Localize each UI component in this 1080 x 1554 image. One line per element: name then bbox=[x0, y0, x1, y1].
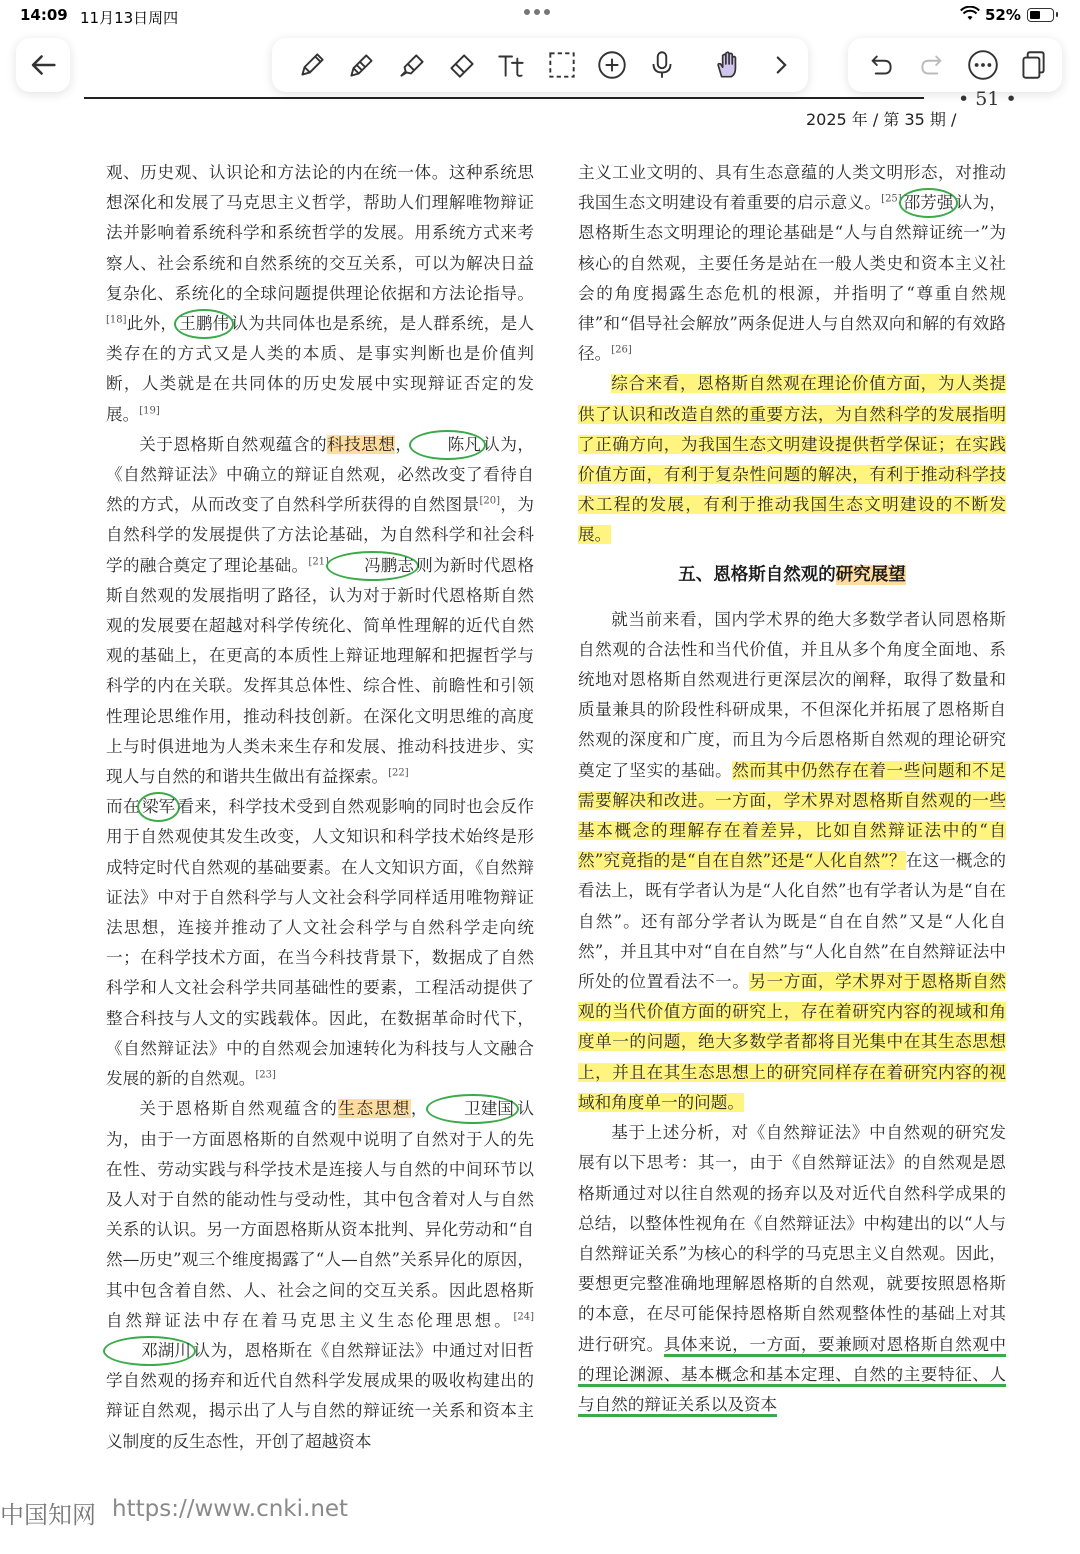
citation: [25] bbox=[881, 193, 902, 205]
more-icon[interactable] bbox=[965, 47, 1001, 83]
battery-percent: 52% bbox=[985, 6, 1021, 24]
actions-pill bbox=[848, 38, 1062, 92]
paragraph: 就当前来看，国内学术界的绝大多数学者认同恩格斯自然观的合法性和当代价值，并且从多个角度全面地、系统地对恩格斯自然观进行更深层次的阐释，取得了数量和质量兼具的阶段性科研成果，不但深化并拓展了恩格斯自然观的深度和广度，而且为今后恩格斯自然观的理论研究奠定了坚实的基础。然而其中仍然存在着一些问题和不足需要解决和改进。一方面，学术界对恩格斯自然观的一些基本概念的理解存在着差异，比如自然辩证法中的“自然”究竟指的是“自在自然”还是“人化自然”？在这一概念的看法上，既有学者认为是“人化自然”也有学者认为是“自在自然”。还有部分学者认为既是“自在自然”又是“人化自然”，并且其中对“自在自然”与“人化自然”在自然辩证法中所处的位置看法不一。另一方面，学术界对于恩格斯自然观的当代价值方面的研究上，存在着研究内容的视域和角度单一的问题，绝大多数学者都将目光集中在其生态思想上，并且在其生态思想上的研究同样存在着研究内容的视域和角度单一的问题。 bbox=[578, 609, 1007, 1112]
paragraph: 主义工业文明的、具有生态意蕴的人类文明形态，对推动我国生态文明建设有着重要的启示意义。[25] 邵芳强 认为，恩格斯生态文明理论的理论基础是“人与自然辩证统一”为核心的自然观，主要任务是站在一般人类史和资本主义社会的角度揭露生态危机的根源，并指明了“尊重自然规律”和“倡导社会解放”两条促进人与自然双向和解的有效路径。[26] bbox=[578, 163, 1007, 364]
microphone-icon[interactable] bbox=[644, 47, 680, 83]
cnki-logo: 中国知网 bbox=[0, 1501, 96, 1529]
pen-icon[interactable] bbox=[294, 47, 330, 83]
paragraph: 基于上述分析，对《自然辩证法》中自然观的研究发展有以下思考：其一，由于《自然辩证法》的自然观是恩格斯通过对以往自然观的扬弃以及对近代自然科学成果的总结，以整体性视角在《自然辩证法》中构建出的以“人与自然辩证关系”为核心的科学的马克思主义自然观。因此，要想更完整准确地理解恩格斯的自然观，就要按照恩格斯的本意，在尽可能保持恩格斯自然观整体性的基础上对其进行研究。具体来说，一方面，要兼顾对恩格斯自然观中的理论渊源、基本概念和基本定理、自然的主要特征、人与自然的辩证关系以及资本 bbox=[578, 1118, 1006, 1420]
circled-name: 冯鹏志 bbox=[326, 551, 419, 581]
paragraph: 关于恩格斯自然观蕴含的生态思想， 卫建国 认为，由于一方面恩格斯的自然观中说明了自然对于人的先在性、劳动实践与科学技术是连接人与自然的中间环节以及人对于自然的能动性与受动性，其中包含着对人与自然关系的认识。另一方面恩格斯从资本批判、异化劳动和“自然—历史”观三个维度揭露了“人—自然”关系异化的原因，其中包含着自然、人、社会之间的交互关系。因此恩格斯自然辩证法中存在着马克思主义生态伦理思想。[24]邓湖川 认为，恩格斯在《自然辩证法》中通过对旧哲学自然观的扬弃和近代自然科学发展成果的吸收构建出的辩证自然观，揭示出了人与自然的辩证统一关系和资本主义制度的反生态性，开创了超越资本 bbox=[106, 1094, 534, 1456]
back-icon[interactable] bbox=[25, 47, 61, 83]
circled-name: 卫建国 bbox=[426, 1094, 519, 1124]
circled-name: 邵芳强 bbox=[899, 188, 959, 218]
back-pill bbox=[16, 38, 70, 92]
citation: [21] bbox=[308, 556, 329, 568]
underline-annotation: 具体来说，一方面，要兼顾对恩格斯自然观中的理论渊源、基本概念和基本定理、自然的主要特征、人与自然的辩证关系以及资本 bbox=[578, 1335, 1006, 1417]
battery-icon bbox=[1027, 8, 1054, 22]
paragraph: 而在 梁军 看来，科学技术受到自然观影响的同时也会反作用于自然观使其发生改变，人文知识和科学技术始终是形成特定时代自然观的基础要素。在人文知识方面，《自然辩证法》中对于自然科学与人文社会科学同样适用唯物辩证法思想，连接并推动了人文社会科学与自然科学走向统一；在科学技术方面，在当今科技背景下，数据成了自然科学和人文社会科学共同基础性的要素，工程活动提供了整合科技与人文的实践载体。因此，在数据革命时代下，《自然辩证法》中的自然观会加速转化为科技与人文融合发展的新的自然观。[23] bbox=[106, 792, 534, 1094]
redo-icon[interactable] bbox=[915, 47, 951, 83]
page-number: • 51 • bbox=[958, 88, 1017, 110]
section-heading: 五、恩格斯自然观的研究展望 bbox=[678, 564, 906, 585]
paragraph: 观、历史观、认识论和方法论的内在统一体。这种系统思想深化和发展了马克思主义哲学，帮助人们理解唯物辩证法并影响着系统科学和系统哲学的发展。用系统方式来考察人、社会系统和自然系统的交互关系，可以为解决日益复杂化、系统化的全球问题提供理论依据和方法论指导。[18]此外， 王鹏伟 认为共同体也是系统，是人群系统，是人类存在的方式又是人类的本质、是事实判断也是价值判断，人类就是在共同体的历史发展中实现辩证否定的发展。[19] bbox=[106, 163, 535, 424]
citation: [23] bbox=[255, 1069, 276, 1081]
tools-pill bbox=[272, 38, 808, 92]
highlight: 然而其中仍然存在着一些问题和不足需要解决和改进。一方面，学术界对恩格斯自然观的一些基本概念的理解存在着差异，比如自然辩证法中的“自然”究竟指的是“自在自然”还是“人化自然”？ bbox=[578, 760, 1007, 871]
pages-icon[interactable] bbox=[1015, 47, 1051, 83]
header-rule bbox=[84, 97, 924, 99]
citation: [20] bbox=[479, 495, 501, 507]
cnki-url[interactable]: https://www.cnki.net bbox=[112, 1496, 349, 1522]
circled-name: 邓湖川 bbox=[103, 1336, 196, 1366]
circled-name: 陈凡 bbox=[409, 430, 485, 460]
citation: [26] bbox=[611, 344, 632, 356]
wifi-icon bbox=[960, 6, 980, 22]
add-icon[interactable] bbox=[594, 47, 630, 83]
pencil-icon[interactable] bbox=[344, 47, 380, 83]
right-column bbox=[578, 158, 1006, 1420]
paragraph: 关于恩格斯自然观蕴含的科技思想， 陈凡 认为，《自然辩证法》中确立的辩证自然观，必然改变了看待自然的方式，从而改变了自然科学所获得的自然图景[20]，为自然科学的发展提供了方法论基础，为自然科学和社会科学的融合奠定了理论基础。[21] 冯鹏志 则为新时代恩格斯自然观的发展指明了路径，认为对于新时代恩格斯自然观的发展要在超越对科学传统化、简单性理解的近代自然观的基础上，在更高的本质性上辩证地理解和把握哲学与科学的内在关联。发挥其总体性、综合性、前瞻性和引领性理论思维作用，推动科技创新。在深化文明思维的高度上与时俱进地为人类未来生存和发展、推动科技进步、实现人与自然的和谐共生做出有益探索。[22] bbox=[106, 430, 534, 792]
paragraph bbox=[578, 369, 1006, 550]
citation: [19] bbox=[139, 405, 160, 417]
multitask-dots-icon[interactable] bbox=[524, 9, 550, 15]
highlight: 综合来看，恩格斯自然观在理论价值方面，为人类提供了认识和改造自然的重要方法，为自然科学的发展指明了正确方向，为我国生态文明建设提供哲学保证；在实践价值方面，有利于复杂性问题的解决，有利于推动科学技术工程的发展，有利于推动我国生态文明建设的不断发展。 bbox=[578, 374, 1006, 545]
status-bar bbox=[0, 0, 1080, 32]
highlighter-icon[interactable] bbox=[394, 47, 430, 83]
chevron-right-icon[interactable] bbox=[764, 47, 800, 83]
circled-name: 梁军 bbox=[137, 792, 180, 822]
hand-icon[interactable] bbox=[710, 47, 746, 83]
citation: [24] bbox=[513, 1311, 534, 1323]
citation: [18] bbox=[106, 314, 127, 326]
undo-icon[interactable] bbox=[862, 47, 898, 83]
highlight: 科技思想 bbox=[327, 434, 396, 454]
circled-name: 王鹏伟 bbox=[174, 309, 234, 339]
highlight: 生态思想 bbox=[338, 1099, 411, 1119]
issue-label: 2025 年 / 第 35 期 / bbox=[806, 110, 957, 129]
eraser-icon[interactable] bbox=[444, 47, 480, 83]
highlight: 另一方面，学术界对于恩格斯自然观的当代价值方面的研究上，存在着研究内容的视域和角度单一的问题，绝大多数学者都将目光集中在其生态思想上，并且在其生态思想上的研究同样存在着研究内容的视域和角度单一的问题。 bbox=[578, 972, 1007, 1112]
text-icon[interactable] bbox=[494, 47, 530, 83]
status-date: 11月13日周四 bbox=[80, 9, 179, 27]
lasso-icon[interactable] bbox=[544, 47, 580, 83]
status-time: 14:09 bbox=[20, 6, 68, 24]
left-column bbox=[106, 158, 534, 1457]
citation: [22] bbox=[388, 767, 409, 779]
